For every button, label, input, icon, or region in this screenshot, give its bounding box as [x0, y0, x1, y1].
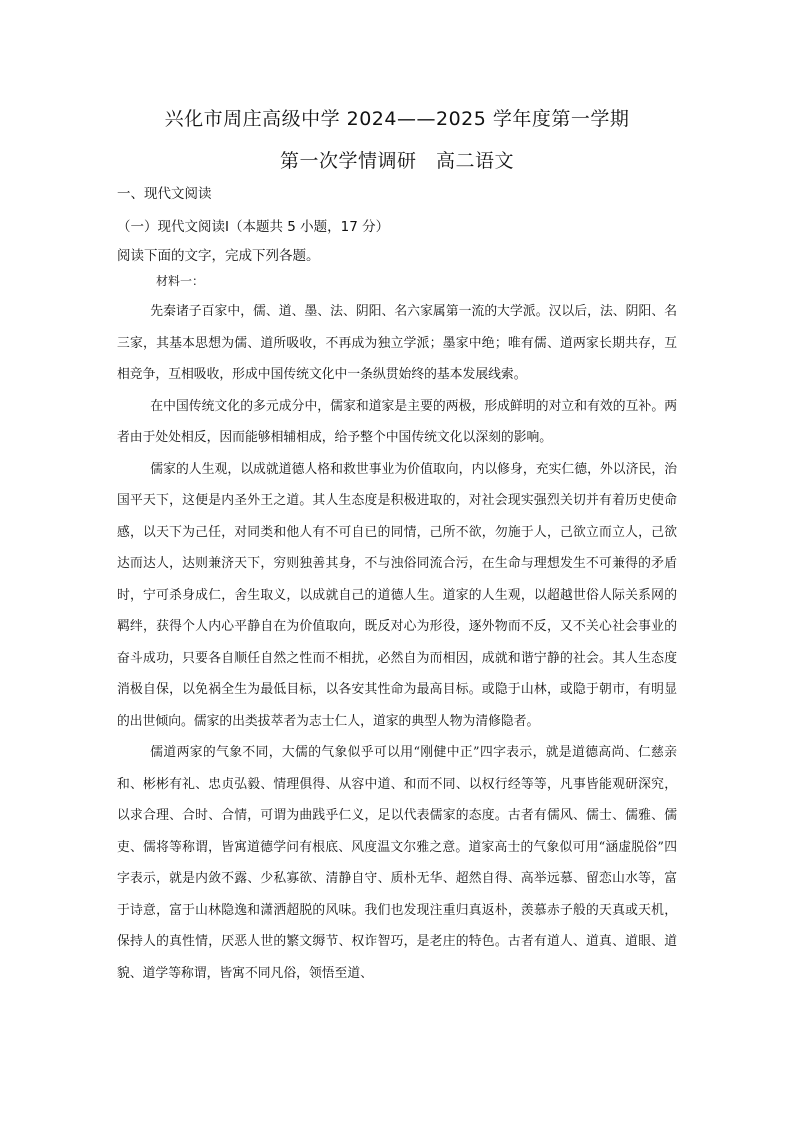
subsection-heading: （一）现代文阅读Ⅰ（本题共 5 小题，17 分） [117, 219, 390, 235]
paragraph: 先秦诸子百家中，儒、道、墨、法、阴阳、名六家属第一流的大学派。汉以后，法、阴阳、名三家，其基本思想为儒、道所吸收，不再成为独立学派；墨家中绝；唯有儒、道两家长期共存，互相竞争，互相吸收，形成中国传统文化中一条纵贯始终的基本发展线索。 [117, 304, 677, 382]
paragraph: 儒道两家的气象不同，大儒的气象似乎可以用“刚健中正”四字表示，就是道德高尚、仁慈亲和、彬彬有礼、忠贞弘毅、情理俱得、从容中道、和而不同、以权行经等等，凡事皆能观研深究，以求合理、合时、合情，可谓为曲践乎仁义，足以代表儒家的态度。古者有儒风、儒士、儒雅、儒吏、儒将等称谓，皆寓道德学问有根底、风度温文尔雅之意。道家高士的气象似可用“涵虚脱俗”四字表示，就是内敛不露、少私寡欲、清静自守、质朴无华、超然自得、高举远慕、留恋山水等，富于诗意，富于山林隐逸和潇洒超脱的风味。我们也发现注重归真返朴，羡慕赤子般的天真或天机，保持人的真性情，厌恶人世的繁文缛节、权诈智巧，是老庄的特色。古者有道人、道真、道眼、道貌、道学等称谓，皆寓不同凡俗，领悟至道、 [117, 745, 677, 981]
paragraph: 在中国传统文化的多元成分中，儒家和道家是主要的两极，形成鲜明的对立和有效的互补。两者由于处处相反，因而能够相辅相成，给予整个中国传统文化以深刻的影响。 [117, 398, 677, 445]
paragraph: 儒家的人生观，以成就道德人格和救世事业为价值取向，内以修身，充实仁德，外以济民，治国平天下，这便是内圣外王之道。其人生态度是积极进取的，对社会现实强烈关切并有着历史使命感，以天下为己任，对同类和他人有不可自已的同情，己所不欲，勿施于人，己欲立而立人，己欲达而达人，达则兼济天下，穷则独善其身，不与浊俗同流合污，在生命与理想发生不可兼得的矛盾时，宁可杀身成仁，舍生取义，以成就自己的道德人生。道家的人生观，以超越世俗人际关系网的羁绊，获得个人内心平静自在为价值取向，既反对心为形役，逐外物而不反，又不关心社会事业的奋斗成功，只要各自顺任自然之性而不相扰，必然自为而相因，成就和谐宁静的社会。其人生态度消极自保，以免祸全生为最低目标，以各安其性命为最高目标。或隐于山林，或隐于朝市，有明显的出世倾向。儒家的出类拔萃者为志士仁人，道家的典型人物为清修隐者。 [117, 461, 677, 729]
reading-passage [117, 296, 677, 989]
exam-subtitle: 第一次学情调研 高二语文 [279, 150, 514, 172]
exam-title: 兴化市周庄高级中学 2024——2025 学年度第一学期 [164, 108, 630, 130]
material-label: 材料一： [156, 274, 205, 288]
instruction-text: 阅读下面的文字，完成下列各题。 [117, 248, 320, 264]
section-heading: 一、现代文阅读 [117, 186, 212, 202]
